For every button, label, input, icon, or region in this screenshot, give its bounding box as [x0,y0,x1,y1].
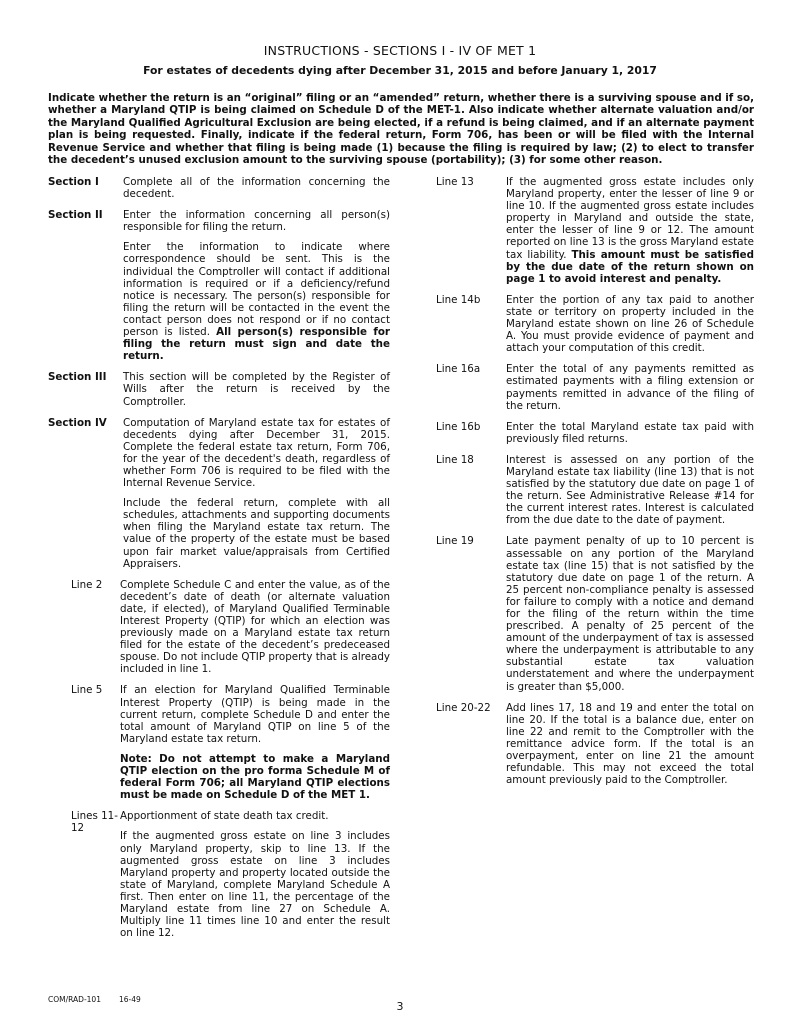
right-column [436,176,754,795]
line-text: Enter the portion of any tax paid to another state or territory on property included in the Maryland estate shown on line 26 of Schedule A. You must provide evidence of payment and attach your computation of this credit. [506,293,754,355]
section-text: Enter the information to indicate where correspondence should be sent. This is the individual the Comptroller will contact if additional information is required or if a deficiency/refund notice is necessary. The person(s) responsible for filing the return will be contacted in the event the contact person does not respond or if no contact person is listed. All person(s) responsible for filing the return must sign and date the return. [123,241,390,363]
section-iii [48,371,390,407]
line-text: Complete Schedule C and enter the value, as of the decedent’s date of death (or alternate valuation date, if elected), of Maryland Qualified Terminable Interest Property (QTIP) for which an election was previously made on a Maryland estate tax return filed for the estate of the decedent’s predeceased spouse. Do not include QTIP property that is already included in line 1. [120,578,390,676]
section-text: This section will be completed by the Register of Wills after the return is received by the Comptroller. [123,371,390,408]
section-text: Complete all of the information concerning the decedent. [123,176,390,201]
section-i [48,176,390,200]
intro-paragraph: Indicate whether the return is an “original” filing or an “amended” return, whether there is a surviving spouse and if so, whether a Maryland QTIP is being claimed on Schedule D of the MET-1. Also indicate whether alternate valuation and/or the Maryland Qualified Agricultural Exclusion are being elected, if a refund is being claimed, and if an alternate payment plan is being requested. Finally, indicate if the federal return, Form 706, has been or will be filed with the Internal Revenue Service and whether that filing is being made (1) because the filing is required by law; (2) to elect to transfer the decedent’s unused exclusion amount to the surviving spouse (portability); (3) for some other reason. [48,92,754,167]
section-text: Include the federal return, complete with all schedules, attachments and supporting documents when filing the Maryland estate tax return. The value of the property of the estate must be based upon fair market value/appraisals from Certified Appraisers. [123,497,390,570]
bold-requirement: All person(s) responsible for filing the return must sign and date the return. [123,326,390,363]
line-label: Line 16b [436,420,481,433]
line-text: Interest is assessed on any portion of the Maryland estate tax liability (line 13) that is not satisfied by the statutory due date on page 1 of the return. See Administrative Release #14 for the current interest rates. Interest is calculated from the due date to the date of payment. [506,453,754,527]
page-number: 3 [396,1000,404,1013]
line-label: Lines 11-12 [71,810,118,835]
form-id: COM/RAD-101 [48,995,101,1004]
line-text: If an election for Maryland Qualified Terminable Interest Property (QTIP) is being made in the current return, complete Schedule D and enter the total amount of Maryland QTIP on line 5 of the Maryland estate tax return. [120,684,390,745]
line-text: Late payment penalty of up to 10 percent is assessable on any portion of the Maryland estate tax (line 15) that is not satisfied by the statutory due date on page 1 of the return. A 25 percent non-compliance penalty is assessed for failure to comply with a notice and demand for the filing of the return within the time prescribed. A penalty of 25 percent of the amount of the underpayment of tax is assessed where the underpayment is attributable to any substantial estate tax valuation understatement and where the underpayment is greater than $5,000. [506,535,754,693]
qtip-note: Note: Do not attempt to make a Maryland QTIP election on the pro forma Schedule M of federal Form 706; all Maryland QTIP elections must be made on Schedule D of the MET 1. [120,752,390,802]
section-text: Enter the information concerning all person(s) responsible for filing the return. [123,209,390,234]
line-19 [436,535,754,692]
line-13 [436,176,754,285]
section-label: Section IV [48,416,107,429]
left-column [48,176,390,948]
section-label: Section III [48,371,107,384]
line-label: Line 13 [436,176,474,188]
section-label: Section I [48,176,99,188]
form-code: 16-49 [118,995,141,1004]
line-text: Enter the total of any payments remitted as estimated payments with a filing extension or payments remitted in advance of the filing of the return. [506,363,754,412]
line-text: Apportionment of state death tax credit. [120,810,329,823]
section-label: Section II [48,209,103,222]
line-label: Line 16a [436,363,481,376]
section-text: Computation of Maryland estate tax for estates of decedents dying after December 31, 2015. Complete the federal estate tax return, Form 706, for the year of the decedent's death, regardless of whether Form 706 is required to be filed with the Internal Revenue Service. [123,416,390,490]
line-text: If the augmented gross estate on line 3 includes only Maryland property, skip to line 13. If the augmented gross estate on line 3 includes Maryland property and property located outside the state of Maryland, complete Maryland Schedule A first. Then enter on line 11, the percentage of the Maryland estate from line 27 on Schedule A. Multiply line 11 times line 10 and enter the result on line 12. [120,830,390,940]
line-text: If the augmented gross estate includes only Maryland property, enter the lesser of line 9 or line 10. If the augmented gross estate includes property in Maryland and outside the state, enter the lesser of line 9 or 12. The amount reported on line 13 is the gross Maryland estate tax liability. This amount must be satisfied by the due date of the return shown on page 1 to avoid interest and penalty. [506,176,754,285]
line-text: Add lines 17, 18 and 19 and enter the total on line 20. If the total is a balance due, enter on line 22 and remit to the Comptroller with the remittance advice form. If the total is an overpayment, enter on line 21 the amount refundable. This may not exceed the total amount previously paid to the Comptroller. [506,701,754,787]
line-label: Line 14b [436,293,481,306]
section-ii [48,209,390,362]
line-16b [436,421,754,445]
line-label: Line 18 [436,453,474,466]
line-16a [436,363,754,411]
line-label: Line 20-22 [436,701,491,714]
page-title: INSTRUCTIONS - SECTIONS I - IV OF MET 1 [263,43,537,58]
page-subtitle: For estates of decedents dying after December 31, 2015 and before January 1, 2017 [143,64,657,77]
line-14b [436,294,754,354]
section-iv [48,417,390,570]
line-label: Line 2 [71,578,103,591]
lines-11-12 [48,810,390,939]
line-20-22 [436,702,754,787]
bold-requirement: This amount must be satisfied by the due date of the return shown on page 1 to avoid interest and penalty. [506,248,754,285]
line-label: Line 19 [436,535,474,548]
line-text: Enter the total Maryland estate tax paid with previously filed returns. [506,420,754,445]
line-label: Line 5 [71,684,103,697]
line-2 [48,579,390,676]
line-18 [436,454,754,527]
line-5 [48,684,390,801]
